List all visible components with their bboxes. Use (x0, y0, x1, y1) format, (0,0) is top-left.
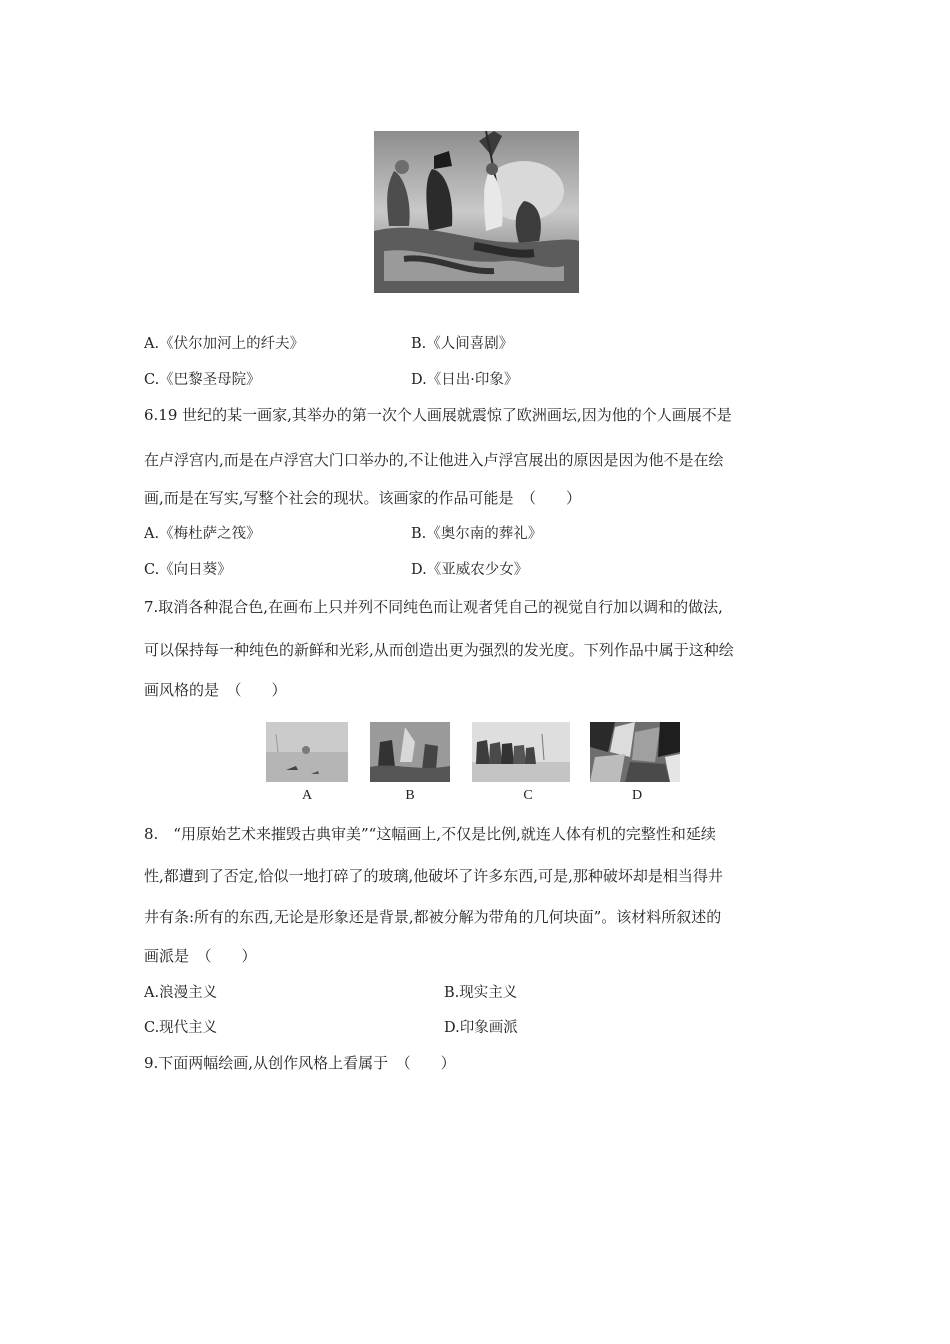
q5-option-c: C.《巴黎圣母院》 (144, 372, 261, 388)
q7-text-line-2: 可以保持每一种纯色的新鲜和光彩,从而创造出更为强烈的发光度。下列作品中属于这种绘 (144, 641, 734, 659)
barge-haulers-illustration (472, 722, 570, 782)
guernica-illustration (590, 722, 680, 782)
q5-option-a: A.《伏尔加河上的纤夫》 (144, 336, 305, 352)
q8-option-c: C.现代主义 (144, 1020, 218, 1036)
q5-option-b: B.《人间喜剧》 (411, 336, 514, 352)
painting-image-q5 (374, 131, 579, 293)
q6-text-line-1: 6.19 世纪的某一画家,其举办的第一次个人画展就震惊了欧洲画坛,因为他的个人画展不是 (144, 406, 732, 424)
q6-text-line-3: 画,而是在写实,写整个社会的现状。该画家的作品可能是 （ ） (144, 489, 582, 507)
q7-text-line-3: 画风格的是 （ ） (144, 681, 287, 699)
q8-text-line-2: 性,都遭到了否定,恰似一地打碎了的玻璃,他破坏了许多东西,可是,那种破坏却是相当得井 (144, 867, 723, 885)
q7-image-b (370, 722, 450, 782)
q7-image-c (472, 722, 570, 782)
q7-image-label-d: D (631, 788, 643, 803)
impression-sunrise-illustration (266, 722, 348, 782)
painting-illustration (374, 131, 579, 293)
q9-text-line-1: 9.下面两幅绘画,从创作风格上看属于 （ ） (144, 1054, 456, 1072)
q7-image-a (266, 722, 348, 782)
q6-option-d: D.《亚威农少女》 (411, 562, 529, 578)
q5-option-d: D.《日出·印象》 (411, 372, 519, 388)
liberty-painting-illustration (370, 722, 450, 782)
q6-option-c: C.《向日葵》 (144, 562, 232, 578)
q6-text-line-2: 在卢浮宫内,而是在卢浮宫大门口举办的,不让他进入卢浮宫展出的原因是因为他不是在绘 (144, 451, 724, 469)
q7-image-label-c: C (523, 788, 533, 803)
q7-image-label-b: B (405, 788, 415, 803)
q6-option-a: A.《梅杜萨之筏》 (144, 526, 261, 542)
q7-image-d (590, 722, 680, 782)
q7-text-line-1: 7.取消各种混合色,在画布上只并列不同纯色而让观者凭自己的视觉自行加以调和的做法, (144, 598, 723, 616)
q8-text-line-1: 8. “用原始艺术来摧毁古典审美”“这幅画上,不仅是比例,就连人体有机的完整性和延续 (144, 825, 716, 843)
q8-option-d: D.印象画派 (444, 1020, 518, 1036)
q8-text-line-4: 画派是 （ ） (144, 947, 257, 965)
q6-option-b: B.《奥尔南的葬礼》 (411, 526, 543, 542)
q8-option-b: B.现实主义 (444, 985, 518, 1001)
q7-image-label-a: A (301, 788, 313, 803)
q8-option-a: A.浪漫主义 (144, 985, 218, 1001)
q8-text-line-3: 井有条:所有的东西,无论是形象还是背景,都被分解为带角的几何块面”。该材料所叙述的 (144, 908, 722, 926)
